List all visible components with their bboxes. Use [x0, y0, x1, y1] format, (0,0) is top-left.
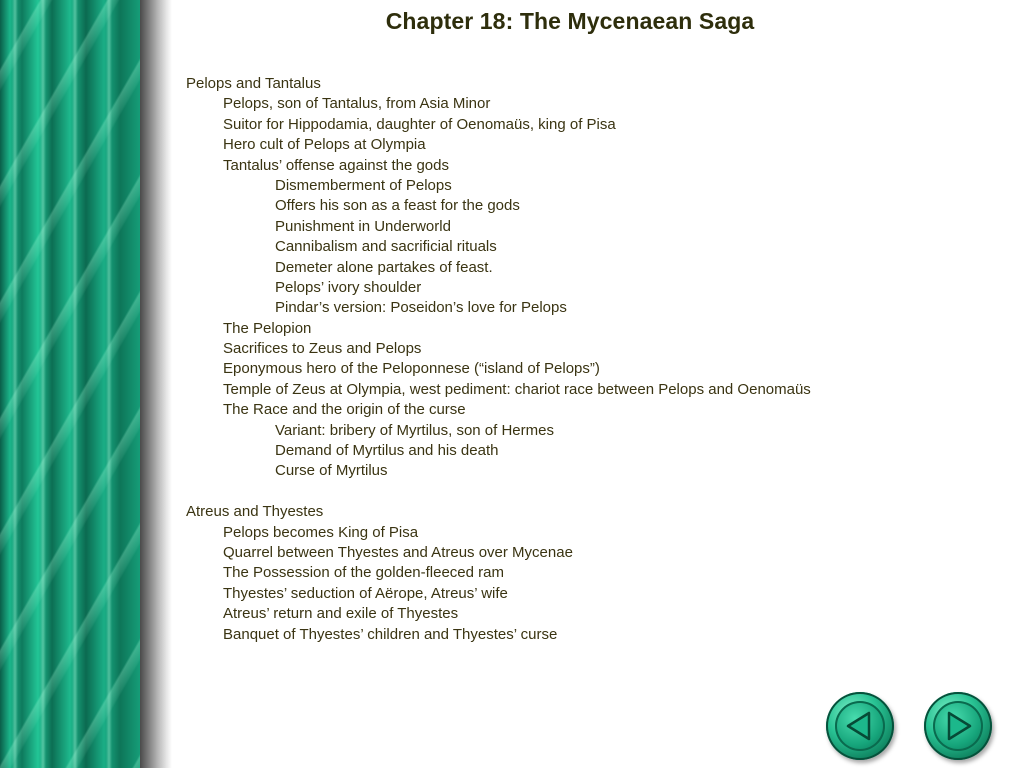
outline-item: The Pelopion	[223, 319, 312, 337]
next-slide-icon	[924, 692, 992, 760]
outline-item: Cannibalism and sacrificial rituals	[275, 238, 497, 256]
outline-spacer	[186, 482, 986, 502]
outline-item: Quarrel between Thyestes and Atreus over Mycenae	[223, 543, 573, 561]
outline-item: The Race and the origin of the curse	[223, 401, 466, 419]
outline-item: Hero cult of Pelops at Olympia	[223, 136, 426, 154]
outline-item: Dismemberment of Pelops	[275, 176, 452, 194]
outline-item: The Possession of the golden-fleeced ram	[223, 564, 504, 582]
outline-item: Eponymous hero of the Peloponnese (“island of Pelops”)	[223, 360, 600, 378]
outline-item: Variant: bribery of Myrtilus, son of Hermes	[275, 421, 554, 439]
outline-item: Temple of Zeus at Olympia, west pediment: chariot race between Pelops and Oenomaüs	[223, 380, 811, 398]
next-slide-button[interactable]	[924, 692, 992, 760]
outline-item: Pindar’s version: Poseidon’s love for Pelops	[275, 299, 567, 317]
outline-item: Suitor for Hippodamia, daughter of Oenomaüs, king of Pisa	[223, 115, 616, 133]
outline-item: Banquet of Thyestes’ children and Thyestes’ curse	[223, 625, 558, 643]
outline-item: Atreus’ return and exile of Thyestes	[223, 605, 459, 623]
outline-item: Thyestes’ seduction of Aërope, Atreus’ wife	[223, 584, 508, 602]
outline-item: Demeter alone partakes of feast.	[275, 258, 493, 276]
outline-item: Offers his son as a feast for the gods	[275, 197, 520, 215]
decorative-shadow-band	[140, 0, 172, 768]
outline-item: Tantalus’ offense against the gods	[223, 156, 449, 174]
outline-heading: Atreus and Thyestes	[186, 503, 324, 521]
outline-item: Pelops’ ivory shoulder	[275, 278, 422, 296]
outline-item: Curse of Myrtilus	[275, 462, 388, 480]
outline-item: Demand of Myrtilus and his death	[275, 442, 499, 460]
outline-item: Punishment in Underworld	[275, 217, 451, 235]
previous-slide-button[interactable]	[826, 692, 894, 760]
slide-outline	[186, 74, 986, 645]
previous-slide-icon	[826, 692, 894, 760]
outline-item: Pelops, son of Tantalus, from Asia Minor	[223, 95, 491, 113]
outline-heading: Pelops and Tantalus	[186, 75, 321, 92]
outline-item: Sacrifices to Zeus and Pelops	[223, 340, 422, 358]
slide-title: Chapter 18: The Mycenaean Saga	[385, 8, 755, 34]
decorative-green-band	[0, 0, 140, 768]
outline-item: Pelops becomes King of Pisa	[223, 523, 419, 541]
